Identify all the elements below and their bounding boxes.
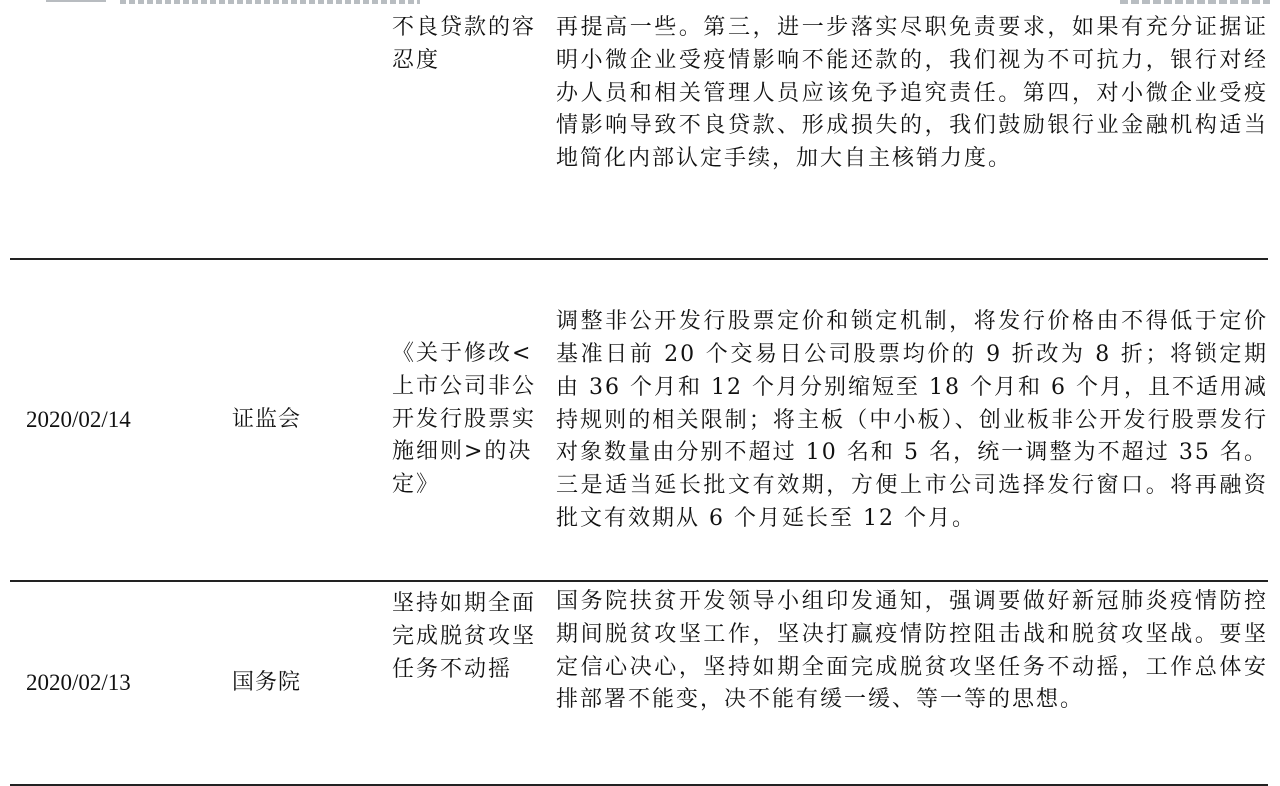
org-cell: 证监会 (210, 259, 388, 581)
org-cell (210, 6, 388, 259)
date-cell: 2020/02/14 (10, 259, 210, 581)
table-row (10, 581, 1268, 785)
date-cell (10, 6, 210, 259)
content-cell: 调整非公开发行股票定价和锁定机制，将发行价格由不得低于定价基准日前 20 个交易日公司股票均价的 9 折改为 8 折；将锁定期由 36 个月和 12 个月分别缩短至 18 个月和 6 个月，且不适用减持规则的相关限制；将主板（中小板）、创业板非公开发行股票发行对象数量由分别不超过 10 名和 5 名，统一调整为不超过 35 名。三是适当延长批文有效期，方便上市公司选择发行窗口。将再融资批文有效期从 6 个月延长至 12 个月。 (540, 259, 1268, 581)
title-cell: 不良贷款的容忍度 (388, 6, 540, 259)
policy-table (10, 6, 1268, 786)
header-rule (46, 0, 106, 2)
date-cell: 2020/02/13 (10, 581, 210, 785)
title-cell: 坚持如期全面完成脱贫攻坚任务不动摇 (388, 581, 540, 785)
org-cell: 国务院 (210, 581, 388, 785)
header-text-cropped-right (1120, 0, 1270, 4)
table-row (10, 6, 1268, 259)
title-cell: 《关于修改<上市公司非公开发行股票实施细则>的决定》 (388, 259, 540, 581)
table-row (10, 259, 1268, 581)
header-text-cropped-left (120, 0, 420, 4)
content-cell: 再提高一些。第三，进一步落实尽职免责要求，如果有充分证据证明小微企业受疫情影响不能还款的，我们视为不可抗力，银行对经办人员和相关管理人员应该免予追究责任。第四，对小微企业受疫情影响导致不良贷款、形成损失的，我们鼓励银行业金融机构适当地简化内部认定手续，加大自主核销力度。 (540, 6, 1268, 259)
content-cell: 国务院扶贫开发领导小组印发通知，强调要做好新冠肺炎疫情防控期间脱贫攻坚工作，坚决打赢疫情防控阻击战和脱贫攻坚战。要坚定信心决心，坚持如期全面完成脱贫攻坚任务不动摇，工作总体安排部署不能变，决不能有缓一缓、等一等的思想。 (540, 581, 1268, 785)
